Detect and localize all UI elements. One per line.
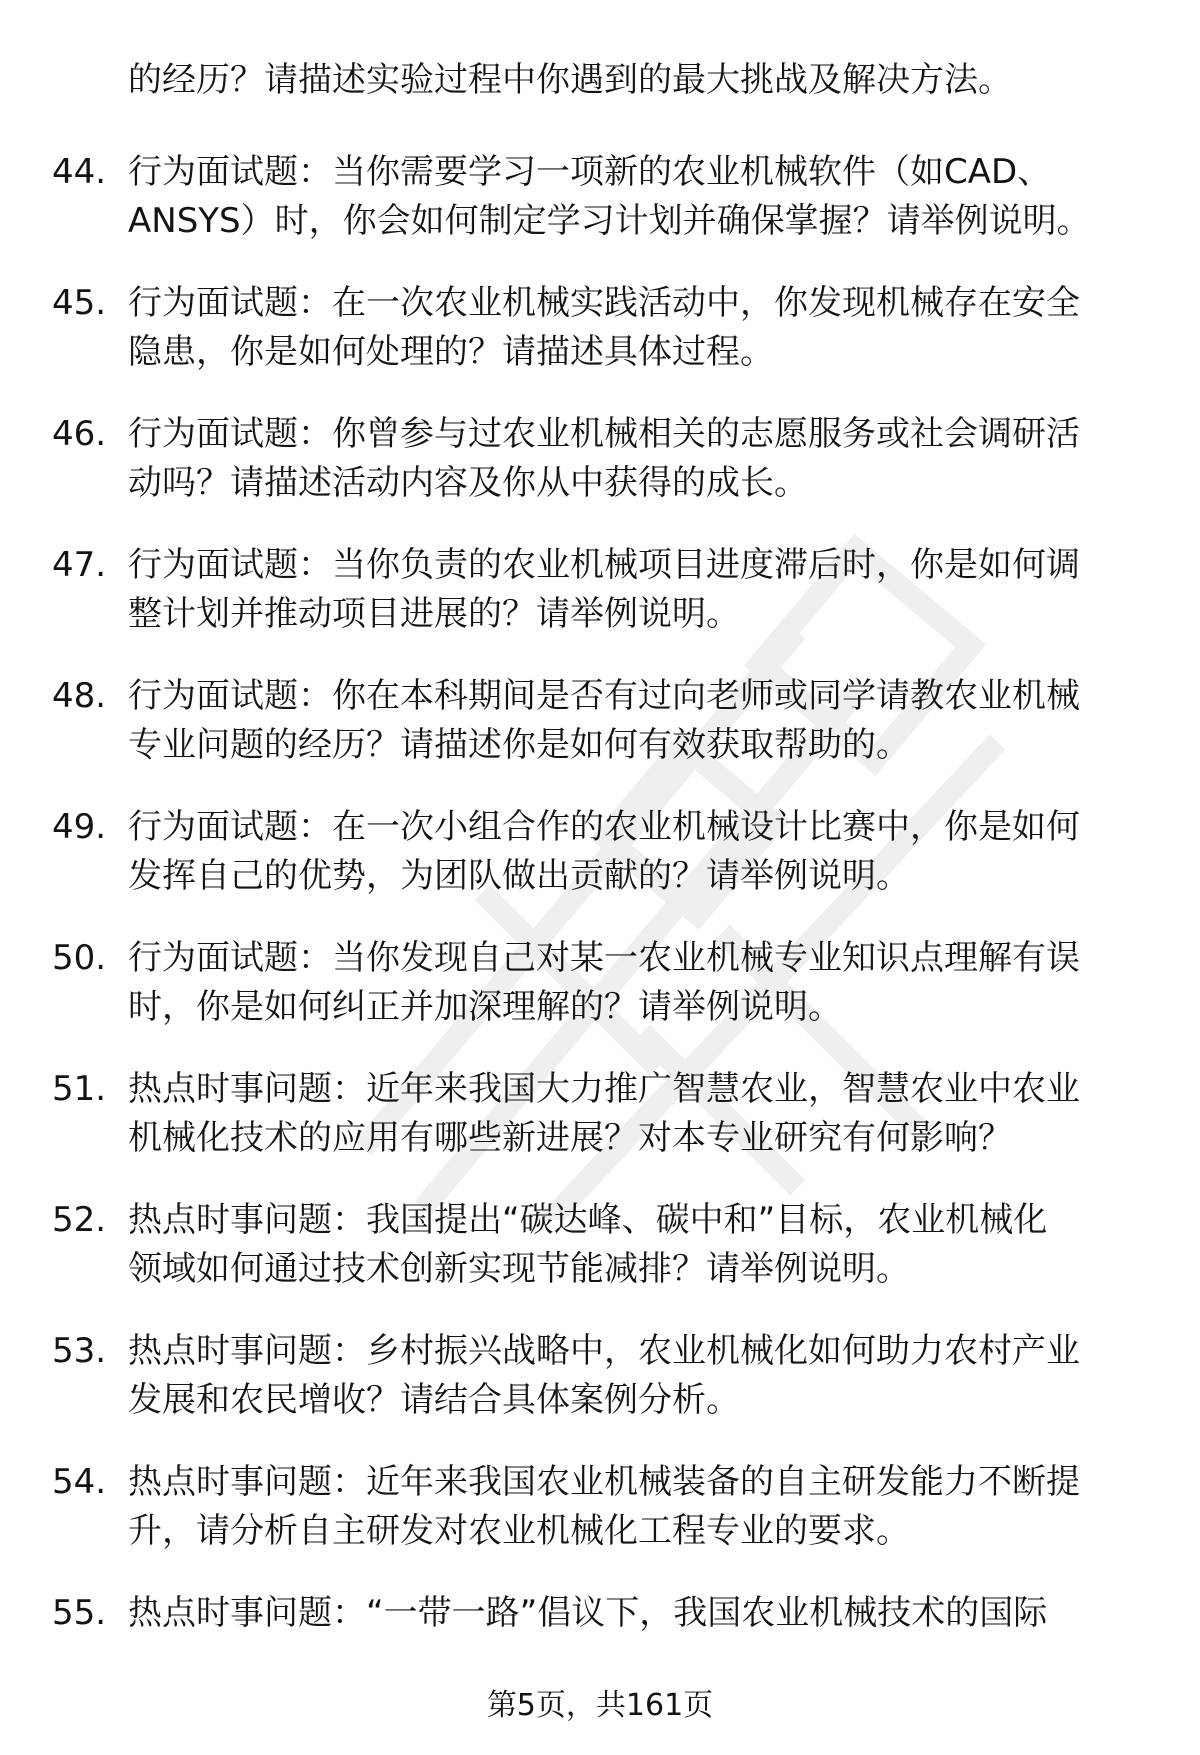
question-item — [0, 1326, 1200, 1457]
question-item — [0, 671, 1200, 802]
question-text-line: ANSYS）时，你会如何制定学习计划并确保掌握？请举例说明。 — [128, 201, 1091, 241]
question-text-line: 热点时事问题：近年来我国大力推广智慧农业，智慧农业中农业 — [128, 1069, 1080, 1109]
question-text-line: 热点时事问题：我国提出“碳达峰、碳中和”目标，农业机械化 — [128, 1200, 1048, 1240]
question-text-line: 领域如何通过技术创新实现节能减排？请举例说明。 — [128, 1249, 910, 1289]
question-text-line: 整计划并推动项目进展的？请举例说明。 — [128, 594, 740, 634]
question-item — [0, 1195, 1200, 1326]
question-text-line: 时，你是如何纠正并加深理解的？请举例说明。 — [128, 987, 842, 1027]
question-item — [0, 1064, 1200, 1195]
question-text-line: 行为面试题：在一次小组合作的农业机械设计比赛中，你是如何 — [128, 807, 1080, 847]
question-text-line: 行为面试题：当你发现自己对某一农业机械专业知识点理解有误 — [128, 938, 1080, 978]
question-item — [0, 802, 1200, 933]
question-item — [0, 1457, 1200, 1588]
question-number: 52. — [52, 1200, 107, 1240]
question-text-line: 热点时事问题：近年来我国农业机械装备的自主研发能力不断提 — [128, 1462, 1080, 1502]
question-number: 53. — [52, 1331, 107, 1371]
question-number: 44. — [52, 152, 107, 192]
question-number: 54. — [52, 1462, 107, 1502]
page-indicator: 第5页，共161页 — [486, 1688, 714, 1723]
question-list — [0, 147, 1200, 1719]
question-number: 51. — [52, 1069, 107, 1109]
question-text-line: 热点时事问题：乡村振兴战略中，农业机械化如何助力农村产业 — [128, 1331, 1080, 1371]
carryover-text: 的经历？请描述实验过程中你遇到的最大挑战及解决方法。 — [128, 60, 1012, 100]
question-number: 55. — [52, 1593, 107, 1633]
question-text-line: 行为面试题：你曾参与过农业机械相关的志愿服务或社会调研活 — [128, 414, 1080, 454]
question-number: 46. — [52, 414, 107, 454]
question-item — [0, 540, 1200, 671]
question-text-line: 行为面试题：你在本科期间是否有过向老师或同学请教农业机械 — [128, 676, 1080, 716]
question-text-line: 发展和农民增收？请结合具体案例分析。 — [128, 1380, 740, 1420]
question-item — [0, 409, 1200, 540]
question-text-line: 行为面试题：在一次农业机械实践活动中，你发现机械存在安全 — [128, 283, 1080, 323]
question-text-line: 升，请分析自主研发对农业机械化工程专业的要求。 — [128, 1511, 910, 1551]
question-item — [0, 933, 1200, 1064]
question-text-line: 热点时事问题：“一带一路”倡议下，我国农业机械技术的国际 — [128, 1593, 1048, 1633]
question-number: 45. — [52, 283, 107, 323]
question-text-line: 隐患，你是如何处理的？请描述具体过程。 — [128, 332, 774, 372]
question-number: 48. — [52, 676, 107, 716]
question-item — [0, 278, 1200, 409]
question-number: 47. — [52, 545, 107, 585]
question-text-line: 专业问题的经历？请描述你是如何有效获取帮助的。 — [128, 725, 910, 765]
question-number: 49. — [52, 807, 107, 847]
question-text-line: 机械化技术的应用有哪些新进展？对本专业研究有何影响？ — [128, 1118, 1012, 1158]
question-text-line: 行为面试题：当你需要学习一项新的农业机械软件（如CAD、 — [128, 152, 1052, 192]
question-text-line: 行为面试题：当你负责的农业机械项目进度滞后时，你是如何调 — [128, 545, 1080, 585]
question-number: 50. — [52, 938, 107, 978]
question-item — [0, 147, 1200, 278]
question-text-line: 发挥自己的优势，为团队做出贡献的？请举例说明。 — [128, 856, 910, 896]
question-text-line: 动吗？请描述活动内容及你从中获得的成长。 — [128, 463, 808, 503]
